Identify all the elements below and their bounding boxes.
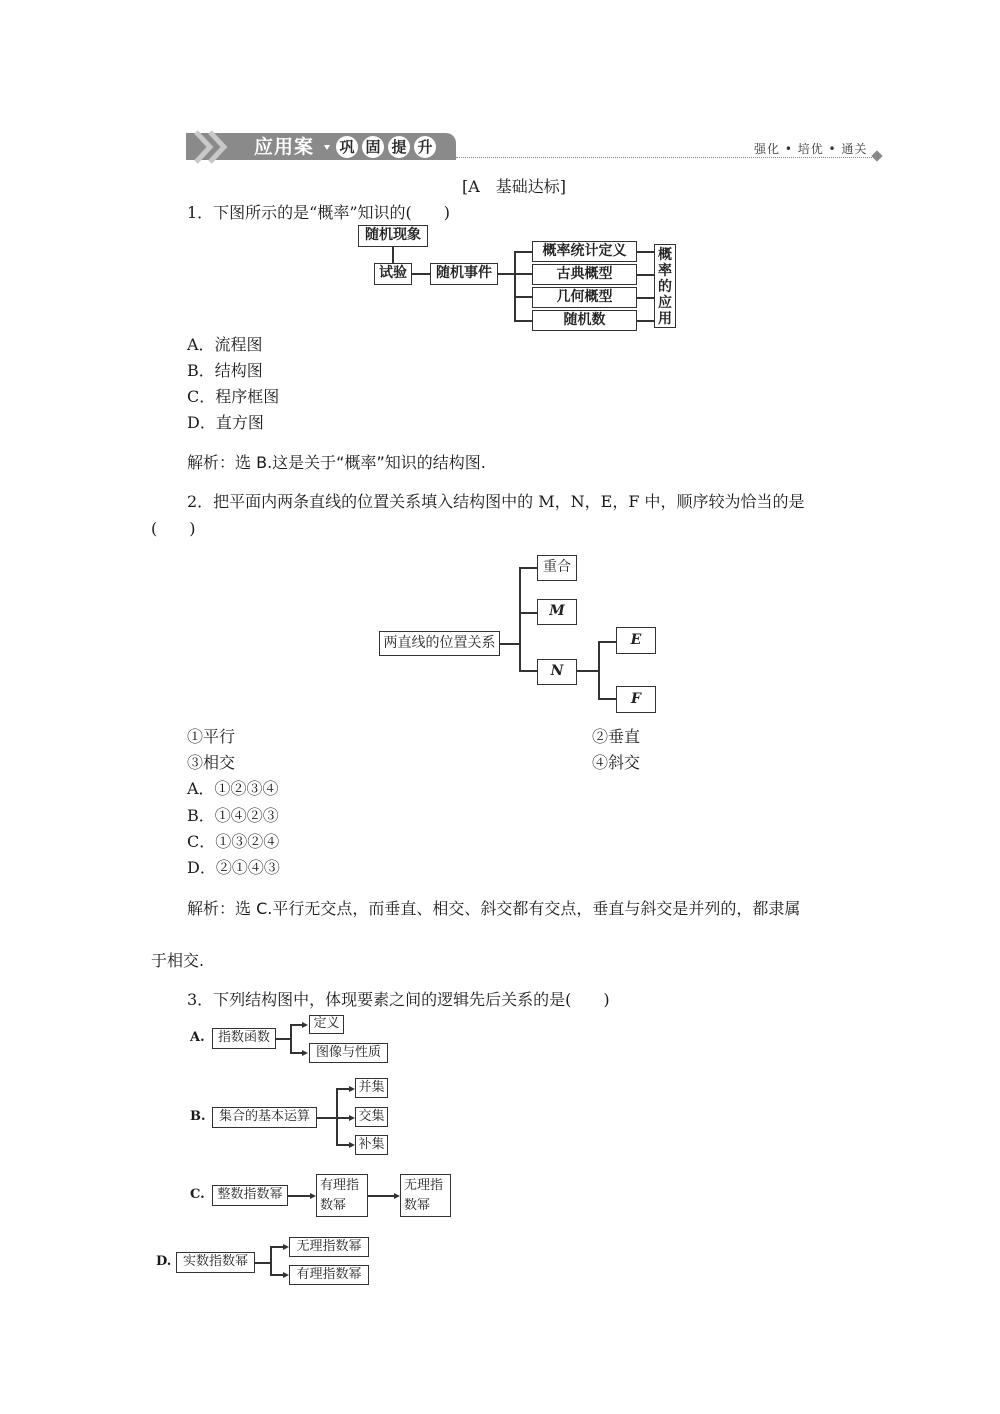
diagram-box: 无理指数幂 bbox=[289, 1237, 369, 1257]
connector-line bbox=[290, 1024, 292, 1052]
connector-line bbox=[514, 273, 532, 275]
connector-line bbox=[500, 643, 519, 645]
diagram-box-n: N bbox=[537, 659, 577, 685]
q1-option-c: C．程序框图 bbox=[187, 387, 280, 406]
diagram-box: 随机现象 bbox=[358, 225, 428, 247]
q1-stem: 1．下图所示的是“概率”知识的( ) bbox=[187, 203, 451, 222]
diagram-box: 定义 bbox=[309, 1015, 344, 1034]
header-divider bbox=[456, 157, 876, 158]
connector-line bbox=[637, 251, 654, 253]
q1-option-d: D．直方图 bbox=[187, 413, 264, 432]
connector-line bbox=[317, 1117, 349, 1119]
connector-line bbox=[637, 274, 654, 276]
q2-analysis-cont: 于相交. bbox=[151, 951, 205, 970]
q2-stem-bracket: ( ) bbox=[151, 519, 196, 538]
chevron-double-icon bbox=[192, 130, 236, 164]
q2-item-3: ③相交 bbox=[187, 753, 236, 772]
diagram-box: 随机事件 bbox=[430, 263, 498, 285]
q2-item-4: ④斜交 bbox=[592, 753, 641, 772]
section-title: [A 基础达标] bbox=[462, 177, 567, 196]
diagram-box-f: F bbox=[616, 686, 656, 713]
diagram-box: 概率统计定义 bbox=[532, 241, 637, 262]
connector-line bbox=[336, 1088, 349, 1090]
diagram-box: 随机数 bbox=[532, 310, 637, 331]
connector-line bbox=[514, 320, 532, 322]
q1-analysis: 解析：选 B.这是关于“概率”知识的结构图. bbox=[187, 453, 486, 472]
q2-analysis: 解析：选 C.平行无交点，而垂直、相交、斜交都有交点，垂直与斜交是并列的，都隶属 bbox=[187, 899, 801, 918]
q3-option-label: A. bbox=[190, 1030, 205, 1045]
connector-line bbox=[276, 1038, 290, 1040]
q3-option-label: D. bbox=[156, 1254, 172, 1269]
connector-line bbox=[498, 273, 514, 275]
diagram-box: 补集 bbox=[355, 1135, 388, 1155]
diagram-box: 几何概型 bbox=[532, 287, 637, 308]
connector-line bbox=[519, 670, 537, 672]
connector-line bbox=[270, 1246, 272, 1275]
connector-line bbox=[392, 247, 394, 263]
q2-item-2: ②垂直 bbox=[592, 727, 641, 746]
connector-line bbox=[519, 567, 521, 671]
banner-separator-icon bbox=[324, 145, 330, 150]
diamond-icon bbox=[871, 150, 882, 161]
banner-title: 应用案 bbox=[254, 136, 315, 158]
arrow-icon bbox=[302, 1022, 308, 1028]
diagram-box: 实数指数幂 bbox=[176, 1252, 255, 1273]
connector-line bbox=[290, 1024, 302, 1026]
diagram-box: 有理指数幂 bbox=[316, 1174, 368, 1217]
diagram-box: 指数函数 bbox=[212, 1028, 276, 1049]
connector-line bbox=[255, 1262, 270, 1264]
connector-line bbox=[514, 296, 532, 298]
q2-option-d: D．②①④③ bbox=[187, 858, 280, 877]
connector-line bbox=[336, 1088, 338, 1145]
connector-line bbox=[514, 251, 532, 253]
diagram-box-m: M bbox=[537, 599, 577, 625]
q2-option-c: C．①③②④ bbox=[187, 832, 280, 851]
connector-line bbox=[336, 1144, 349, 1146]
connector-line bbox=[598, 698, 616, 700]
q1-option-a: A．流程图 bbox=[187, 335, 263, 354]
diagram-box: 交集 bbox=[355, 1107, 388, 1127]
connector-line bbox=[270, 1274, 283, 1276]
diagram-box: 试验 bbox=[374, 263, 412, 285]
connector-line bbox=[637, 320, 654, 322]
diagram-box: 集合的基本运算 bbox=[212, 1107, 317, 1128]
q2-stem: 2．把平面内两条直线的位置关系填入结构图中的 M，N，E，F 中，顺序较为恰当的是 bbox=[187, 492, 805, 511]
arrow-icon bbox=[302, 1050, 308, 1056]
diagram-box: 有理指数幂 bbox=[289, 1265, 369, 1285]
connector-line bbox=[412, 273, 430, 275]
diagram-box-vertical: 概率的应用 bbox=[654, 244, 676, 328]
banner-circle-char: 升 bbox=[414, 136, 436, 158]
header-tagline: 强化 • 培优 • 通关 bbox=[754, 142, 868, 156]
connector-line bbox=[514, 251, 516, 321]
q2-option-b: B．①④②③ bbox=[187, 806, 279, 825]
diagram-box: 古典概型 bbox=[532, 264, 637, 285]
connector-line bbox=[270, 1246, 283, 1248]
q3-stem: 3．下列结构图中，体现要素之间的逻辑先后关系的是( ) bbox=[187, 990, 610, 1009]
connector-line bbox=[519, 612, 537, 614]
connector-line bbox=[637, 297, 654, 299]
q3-option-label: C. bbox=[190, 1187, 205, 1202]
diagram-box: 两直线的位置关系 bbox=[379, 631, 500, 656]
diagram-box-e: E bbox=[616, 627, 656, 654]
banner-circle-char: 巩 bbox=[336, 136, 358, 158]
diagram-box: 图像与性质 bbox=[309, 1043, 388, 1063]
connector-line bbox=[368, 1195, 394, 1197]
q3-option-label: B. bbox=[190, 1109, 206, 1124]
banner-circle-char: 提 bbox=[388, 136, 410, 158]
connector-line bbox=[577, 670, 598, 672]
connector-line bbox=[598, 641, 600, 699]
diagram-box: 并集 bbox=[355, 1078, 388, 1098]
connector-line bbox=[290, 1052, 302, 1054]
connector-line bbox=[288, 1195, 310, 1197]
banner-circle-char: 固 bbox=[362, 136, 384, 158]
q2-item-1: ①平行 bbox=[187, 727, 236, 746]
diagram-box: 重合 bbox=[537, 555, 577, 581]
connector-line bbox=[598, 641, 616, 643]
connector-line bbox=[519, 567, 537, 569]
q1-option-b: B．结构图 bbox=[187, 361, 263, 380]
q2-option-a: A．①②③④ bbox=[187, 779, 279, 798]
diagram-box: 整数指数幂 bbox=[212, 1185, 288, 1206]
diagram-box: 无理指数幂 bbox=[400, 1174, 451, 1217]
